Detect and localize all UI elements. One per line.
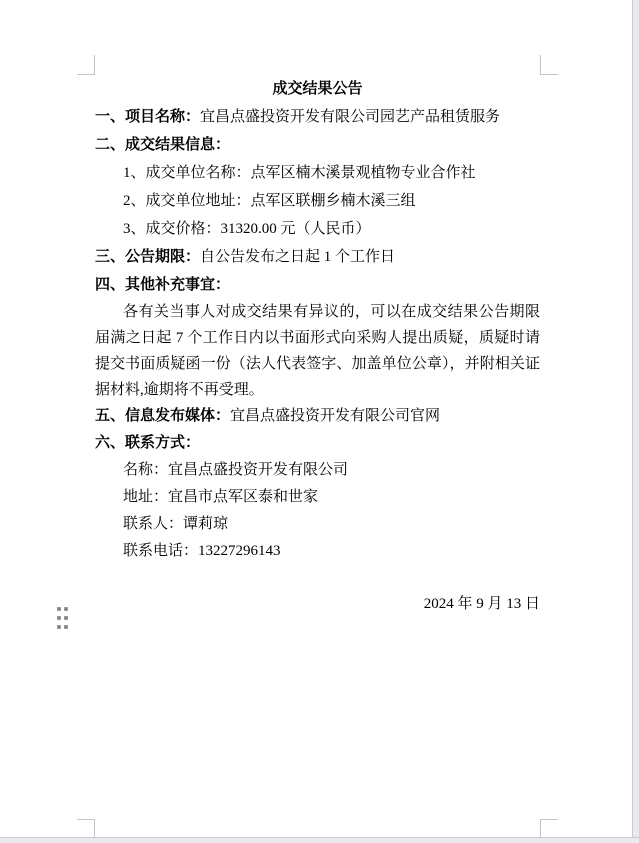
drag-handle-dot xyxy=(64,607,68,611)
contact-phone[interactable]: 联系电话：13227296143 xyxy=(123,543,281,559)
drag-handle-dot xyxy=(64,616,68,620)
section-2-item-winner-address[interactable]: 2、成交单位地址：点军区联棚乡楠木溪三组 xyxy=(123,193,416,209)
margin-mark-top-left xyxy=(77,55,95,75)
drag-handle-dot xyxy=(57,625,61,629)
section-5-value: 宜昌点盛投资开发有限公司官网 xyxy=(230,408,441,424)
section-3-label: 三、公告期限： xyxy=(95,249,201,265)
section-5-media[interactable] xyxy=(95,403,540,430)
margin-mark-top-right xyxy=(540,55,558,75)
section-2-heading[interactable]: 二、成交结果信息： xyxy=(95,137,231,153)
page-edge-bottom xyxy=(0,837,639,843)
section-4-heading[interactable]: 四、其他补充事宜： xyxy=(95,277,231,293)
page-edge-right xyxy=(632,0,639,843)
section-1-label: 一、项目名称： xyxy=(95,109,201,125)
margin-mark-bottom-right xyxy=(540,819,558,839)
margin-mark-bottom-left xyxy=(77,819,95,839)
drag-handle-dot xyxy=(57,616,61,620)
section-6-heading[interactable]: 六、联系方式： xyxy=(95,435,201,451)
contact-address[interactable]: 地址：宜昌市点军区泰和世家 xyxy=(123,489,319,505)
document-title[interactable]: 成交结果公告 xyxy=(272,81,363,97)
section-3-announcement-period[interactable] xyxy=(95,243,540,271)
document-date[interactable]: 2024 年 9 月 13 日 xyxy=(423,596,540,612)
drag-handle-icon[interactable] xyxy=(57,607,68,629)
section-4-paragraph[interactable]: 各有关当事人对成交结果有异议的，可以在成交结果公告期限届满之日起 7 个工作日内以书面形式向采购人提出质疑，质疑时请提交书面质疑函一份（法人代表签字、加盖单位公章），并附相关证据材料,逾期将不再受理。 xyxy=(95,304,540,398)
section-1-value: 宜昌点盛投资开发有限公司园艺产品租赁服务 xyxy=(200,109,501,125)
drag-handle-dot xyxy=(57,607,61,611)
section-2-item-price[interactable]: 3、成交价格：31320.00 元（人民币） xyxy=(123,221,371,237)
section-1-project-name[interactable] xyxy=(95,103,540,131)
contact-name[interactable]: 名称：宜昌点盛投资开发有限公司 xyxy=(123,462,349,478)
section-3-value: 自公告发布之日起 1 个工作日 xyxy=(200,249,396,265)
section-2-item-winner-name[interactable]: 1、成交单位名称：点军区楠木溪景观植物专业合作社 xyxy=(123,165,476,181)
drag-handle-dot xyxy=(64,625,68,629)
document-text-area[interactable] xyxy=(95,75,540,618)
contact-person[interactable]: 联系人：谭莉琼 xyxy=(123,516,229,532)
section-5-label: 五、信息发布媒体： xyxy=(95,408,231,424)
